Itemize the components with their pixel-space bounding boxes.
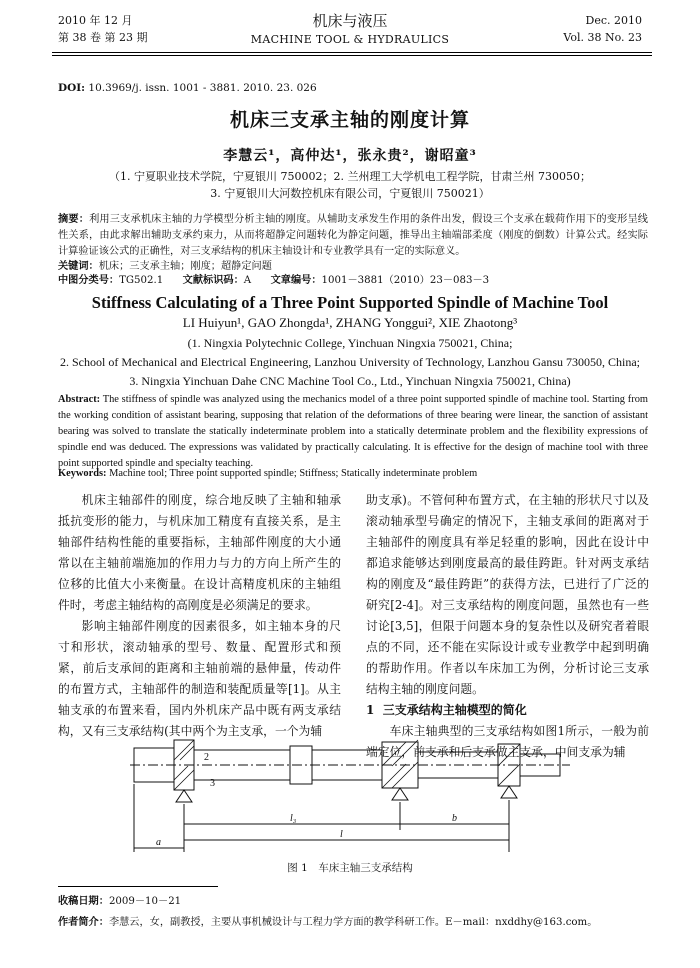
paper-title-zh: 机床三支承主轴的刚度计算: [229, 109, 470, 131]
front-support: [176, 790, 192, 802]
authors-en: LI Huiyun¹, GAO Zhongda¹, ZHANG Yonggui², XIE Zhaotong³: [182, 315, 518, 330]
affiliation-en-line: 2. School of Mechanical and Electrical Engineering, Lanzhou University of Technology, Lanzhou Gansu 730050, China;: [59, 355, 640, 369]
issue-volume-zh: 第 38 卷 第 23 期: [58, 31, 148, 44]
header-rule: [52, 52, 652, 53]
abstract-en-text: The stiffness of spindle was analyzed using the mechanics model of a three point supported spindle of machine tool. Starting from the working condition of assistant bearing, supposing that relation of the deformations of three bearing were linear, the sanction of assistant bearing was solved to translate the statically indeterminate problem into a statically determinate problem and the flexibility expressions of spindle end was deduced. The expressions was validated by practically calculating. It is effective for the design of machine tool with three point supported spindle and specialty teaching.: [58, 394, 648, 469]
label-l: l: [340, 829, 343, 840]
doc-code-value: A: [243, 275, 252, 286]
keywords-en: [58, 468, 648, 479]
doi-label: DOI:: [58, 82, 86, 94]
label-a: a: [156, 837, 161, 848]
label-b: b: [452, 813, 457, 824]
journal-name-en: MACHINE TOOL & HYDRAULICS: [250, 33, 450, 46]
figure-caption: 图 1 车床主轴三支承结构: [287, 862, 413, 874]
author-bio-line: [58, 912, 658, 933]
abstract-zh-text: 利用三支承机床主轴的力学模型分析主轴的刚度。从辅助支承发生作用的条件出发，假设三个支承在载荷作用下的变形呈线性关系，由此求解出辅助支承约束力，从而将超静定问题转化为静定问题，推导出主轴端部柔度（刚度的倒数）计算公式。经实际计算验证该公式的正确性，对三支承结构的机床主轴设计和专业教学具有一定的实际意义。: [58, 214, 648, 257]
journal-name-zh: 机床与液压: [312, 12, 388, 30]
clc-value: TG502.1: [119, 275, 164, 286]
keywords-zh: [58, 259, 648, 274]
label-l3: l₃: [290, 813, 297, 824]
affiliations-en: [40, 334, 660, 391]
spindle-figure: [130, 720, 570, 856]
body-paragraph: 车床主轴典型的三支承结构如图1所示，一般为前端定位，前支承和后支承做主支承，中间支承为辅: [366, 724, 649, 759]
keywords-en-label: Keywords:: [58, 468, 107, 479]
authors-zh: 李慧云¹，高仲达¹，张永贵²，谢昭童³: [223, 148, 477, 164]
section-heading: [366, 700, 649, 721]
issue-volume-en: Vol. 38 No. 23: [563, 31, 642, 44]
abstract-en: [58, 392, 648, 472]
affiliation-zh-line: （1. 宁夏职业技术学院，宁夏银川 750002；2. 兰州理工大学机电工程学院，甘肃兰州 730050；: [109, 170, 591, 183]
section-number: 1: [366, 703, 375, 717]
abstract-zh: [58, 211, 648, 260]
clc-label: 中图分类号：: [58, 274, 120, 286]
doi-line: [58, 82, 317, 94]
doi-value[interactable]: 10.3969/j. issn. 1001 - 3881. 2010. 23. 026: [85, 82, 317, 94]
paper-title-en: Stiffness Calculating of a Three Point Supported Spindle of Machine Tool: [91, 293, 609, 312]
keywords-zh-text: 机床；三支承主轴；刚度；超静定问题: [98, 261, 272, 272]
affiliations-zh: [0, 168, 700, 202]
issue-date-zh: 2010 年 12 月: [58, 14, 133, 27]
middle-support: [392, 788, 408, 800]
issue-date-en: Dec. 2010: [585, 14, 642, 27]
abstract-en-label: Abstract:: [58, 394, 101, 405]
label-3: 3: [210, 778, 215, 789]
footnote-rule: [58, 886, 218, 887]
affiliation-zh-line: 3. 宁夏银川大河数控机床有限公司，宁夏银川 750021）: [210, 187, 490, 200]
bio-text: 李慧云，女，副教授，主要从事机械设计与工程力学方面的教学科研工作。E－mail：nxddhy@163.com。: [108, 917, 598, 928]
received-date: 2009－10－21: [108, 896, 182, 907]
header-rule-2: [52, 55, 652, 56]
doc-code-label: 文献标识码：: [182, 274, 244, 286]
body-paragraph: 助支承)。不管何种布置方式，在主轴的形状尺寸以及滚动轴承型号确定的情况下，主轴支承间的距离对于主轴部件的刚度具有举足轻重的影响，因此在设计中都追求能够达到刚度最高的最佳跨距。针对两支承结构的刚度及“最佳跨距”的获得方法，已进行了广泛的研究[2-4]。对三支承结构的刚度问题，虽然也有一些讨论[3,5]，但限于问题本身的复杂性以及研究者着眼点的不同，还不能在实际设计或专业教学中起到明确的帮助作用。作者以车床加工为例，分析讨论三支承结构主轴的刚度问题。: [366, 493, 649, 696]
bio-label: 作者简介：: [58, 916, 109, 928]
issue-info-en: [563, 12, 642, 46]
keywords-en-text: Machine tool; Three point supported spindle; Stiffness; Statically indeterminate problem: [106, 468, 478, 479]
label-2: 2: [204, 752, 209, 763]
keywords-zh-label: 关键词：: [58, 260, 99, 272]
affiliation-en-line: 3. Ningxia Yinchuan Dahe CNC Machine Tool Co., Ltd., Yinchuan Ningxia 750021, China): [129, 374, 571, 388]
body-paragraph: 影响主轴部件刚度的因素很多，如主轴本身的尺寸和形状，滚动轴承的型号、数量、配置形式和预紧，前后支承间的距离和主轴前端的悬伸量，传动件的布置方式，主轴部件的制造和装配质量等[1]。从主轴支承的布置来看，国内外机床产品中既有两支承结构，又有三支承结构(其中两个为主支承，一个为辅: [58, 619, 341, 738]
body-paragraph: 机床主轴部件的刚度，综合地反映了主轴和轴承抵抗变形的能力，与机床加工精度有直接关系，是主轴部件结构性能的重要指标，主轴部件刚度的大小通常以在主轴前端施加的作用力与力的方向上所产生的位移的比值大小来衡量。在设计高精度机床的主轴组件时，考虑主轴结构的高刚度是必须满足的要求。: [58, 493, 341, 612]
rear-support: [501, 786, 517, 798]
received-label: 收稿日期：: [58, 895, 109, 907]
classification-line: [58, 273, 648, 288]
affiliation-en-line: (1. Ningxia Polytechnic College, Yinchuan Ningxia 750021, China;: [187, 336, 513, 350]
article-no-label: 文章编号：: [270, 274, 322, 286]
footnote: [58, 891, 658, 933]
article-no-value: 1001－3881（2010）23－083－3: [321, 275, 490, 286]
section-title: 三支承结构主轴模型的简化: [382, 703, 527, 717]
body-column-left: [58, 490, 341, 742]
received-line: [58, 891, 658, 912]
abstract-zh-label: 摘要：: [58, 213, 90, 225]
